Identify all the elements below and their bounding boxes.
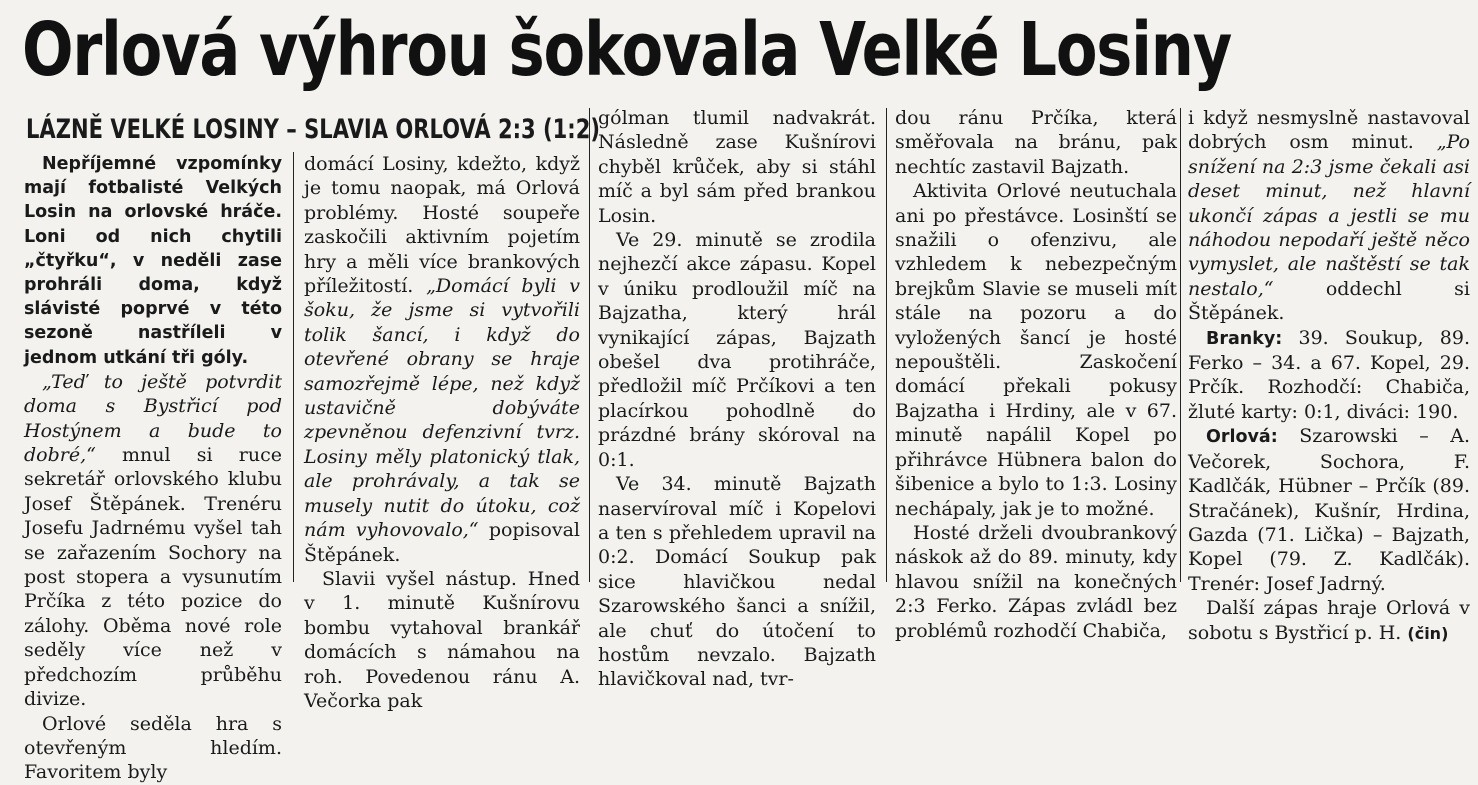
goals-line [1188, 326, 1470, 425]
headline: Orlová výhrou šokovala Velké Losiny [22, 7, 1232, 93]
paragraph-7-start: Hosté drželi dvoubrankový náskok až do 89. minuty, kdy hlavou snížil na konečných 2:3 Ferko. Zápas zvládl bez problémů rozhodčí Chabiča, [895, 521, 1177, 642]
next-match [1188, 596, 1470, 646]
quote: „Teď to ještě potvrdit doma s Bystřicí pod Hostýnem a bude to dobré,“ [24, 370, 282, 467]
paragraph-7-cont [1188, 106, 1470, 326]
lineup-text: Szarowski – A. Večorek, Sochora, F. Kadlčák, Hübner – Prčík (89. Stračánek), Kušnír, Hrdina, Gazda (71. Lička) – Bajzath, Kopel (79. Z. Kadlčák). Trenér: Josef Jadrný. [1188, 425, 1470, 595]
paragraph-6: Aktivita Orlové neutuchala ani po přestávce. Losinští se snažili o ofenzivu, ale vzhledem k nebezpečným brejkům Slavie se museli mít stále na pozoru a do vyložených šancí je hosté nepouštěli. Zaskočení domácí překali pokusy Bajzatha i Hrdiny, ale v 67. minutě napálil Kopel po přihrávce Hübnera balon do šibenice a bylo to 1:3. Losiny nechápaly, jak je to možné. [895, 180, 1177, 520]
paragraph-3-start: Slavii vyšel nástup. Hned v 1. minutě Kušnírovu bombu vytahoval brankář domácích s námahou na roh. Povedenou ránu A. Večorka pak [304, 567, 580, 712]
column-1 [24, 152, 282, 784]
paragraph-1 [24, 370, 282, 712]
paragraph-3-cont: gólman tlumil nadvakrát. Následně zase Kušnírovi chyběl krůček, aby si stáhl míč a byl sám před brankou Losin. [598, 107, 876, 227]
next-match-text: Další zápas hraje Orlová v sobotu s Bystřicí p. H. [1188, 597, 1470, 644]
column-3 [598, 106, 876, 691]
paragraph-2-start: Orlové seděla hra s otevřeným hledím. Favoritem byly [24, 712, 282, 784]
quote: „Po snížení na 2:3 jsme čekali asi deset minut, než hlavní ukončí zápas a jestli se mu náhodou nepodaří ještě něco vymyslet, ale naštěstí se tak nestalo,“ [1188, 131, 1470, 300]
goals-label: Branky: [1206, 328, 1283, 349]
goals-text: 39. Soukup, 89. Ferko – 34. a 67. Kopel, 29. Prčík. Rozhodčí: Chabiča, žluté karty: 0:1, diváci: 190. [1188, 326, 1470, 423]
paragraph-5-start: Ve 34. minutě Bajzath naservíroval míč i Kopelovi a ten s přehledem upravil na 0:2. Domácí Soukup pak sice hlavičkou nedal Szarowského šanci a snížil, ale chuť do útočení to hostům nevzalo. Bajzath hlavičkoval nad, tvr- [598, 473, 876, 691]
paragraph-text: domácí Losiny, kdežto, když je tomu naopak, má Orlová problémy. Hosté soupeře zaskočili aktivním pojetím hry a měli více brankových příležitostí. [304, 153, 580, 298]
quote: „Domácí byli v šoku, že jsme si vytvořili tolik šancí, i když do otevřené obrany se hraje samozřejmě lépe, než když ustavičně dobýváte zpevněnou defenzivní tvrz. Losiny měly platonický tlak, ale prohrávaly, a tak se musely nutit do útoku, což nám vyhovovalo,“ [304, 275, 580, 542]
column-rule [589, 108, 590, 582]
lead-paragraph: Nepříjemné vzpomínky mají fotbalisté Velkých Losin na orlovské hráče. Loni od nich chytili „čtyřku“, v neděli zase prohráli doma, když slávisté poprvé v této sezoně nastříleli v jednom utkání tři góly. [24, 154, 282, 368]
paragraph-2-cont [304, 152, 580, 567]
paragraph-text: popisoval Štěpánek. [304, 519, 580, 566]
paragraph-text: i když nesmyslně nastavoval dobrých osm minut. [1188, 107, 1470, 154]
lineup-line [1188, 424, 1470, 596]
match-subhead: LÁZNĚ VELKÉ LOSINY – SLAVIA ORLOVÁ 2:3 (1:2) [26, 114, 601, 145]
column-2 [304, 152, 580, 712]
column-rule [1180, 108, 1181, 582]
column-4 [895, 106, 1177, 642]
paragraph-4: Ve 29. minutě se zrodila nejhezčí akce zápasu. Kopel v úniku prodloužil míč na Bajzatha, který hrál vynikající zápas, Bajzath obešel dva protihráče, předložil míč Prčíkovi a ten placírkou pohodlně do prázdné brány skóroval na 0:1. [598, 229, 876, 471]
paragraph-text: mnul si ruce sekretář orlovského klubu Josef Štěpánek. Trenéru Josefu Jadrnému vyšel tah se zařazením Sochory na post stopera a vysunutím Prčíka z této pozice do zálohy. Oběma nové role seděly více než v předchozím průběhu divize. [24, 444, 282, 711]
paragraph-text: oddechl si Štěpánek. [1188, 277, 1470, 325]
column-5 [1188, 106, 1470, 644]
paragraph-5-cont: dou ránu Prčíka, která směřovala na bránu, pak nechtíc zastavil Bajzath. [895, 107, 1177, 178]
column-rule [886, 108, 887, 582]
column-rule [293, 152, 294, 582]
lineup-label: Orlová: [1206, 427, 1278, 448]
author-signature: (čin) [1407, 623, 1449, 643]
